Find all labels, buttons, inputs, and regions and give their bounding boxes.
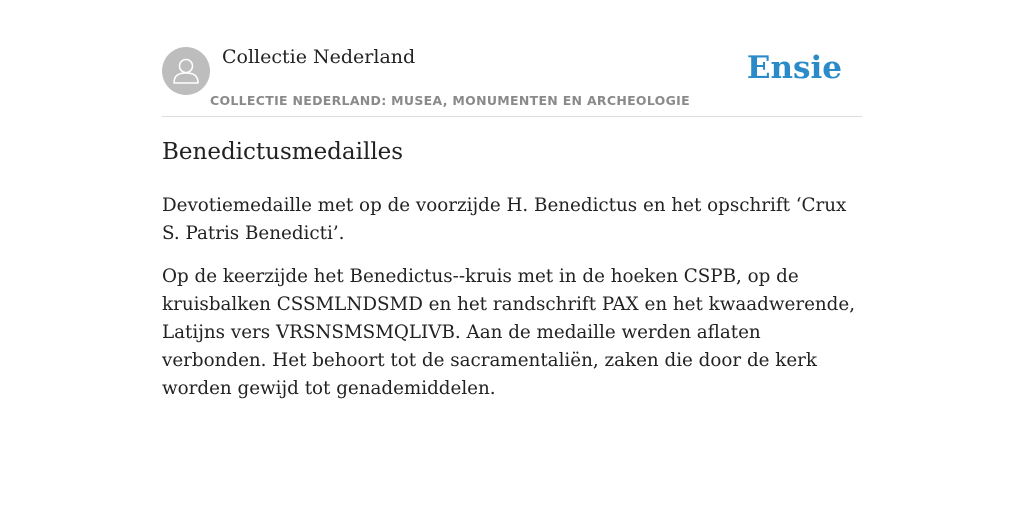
paragraph: Op de keerzijde het Benedictus--kruis met in de hoeken CSPB, op de kruisbalken CSSMLNDSMD en het randschrift PAX en het kwaadwerende, Latijns vers VRSNSMSMQLIVB. Aan de medaille werden aflaten verbonden. Het behoort tot de sacramentaliën, zaken die door de kerk worden gewijd tot genademiddelen. <box>162 266 856 399</box>
page-container <box>162 0 862 399</box>
page-header <box>162 0 862 117</box>
page-title: Benedictusmedailles <box>162 139 404 165</box>
user-icon <box>162 47 210 95</box>
author-name[interactable]: Collectie Nederland <box>222 46 416 68</box>
paragraph: Devotiemedaille met op de voorzijde H. Benedictus en het opschrift ‘Crux S. Patris Benedicti’. <box>162 195 847 244</box>
brand-logo[interactable]: Ensie <box>746 50 842 86</box>
author-subtitle: COLLECTIE NEDERLAND: MUSEA, MONUMENTEN EN ARCHEOLOGIE <box>210 93 690 108</box>
article-body <box>162 192 862 418</box>
avatar[interactable] <box>162 47 210 95</box>
